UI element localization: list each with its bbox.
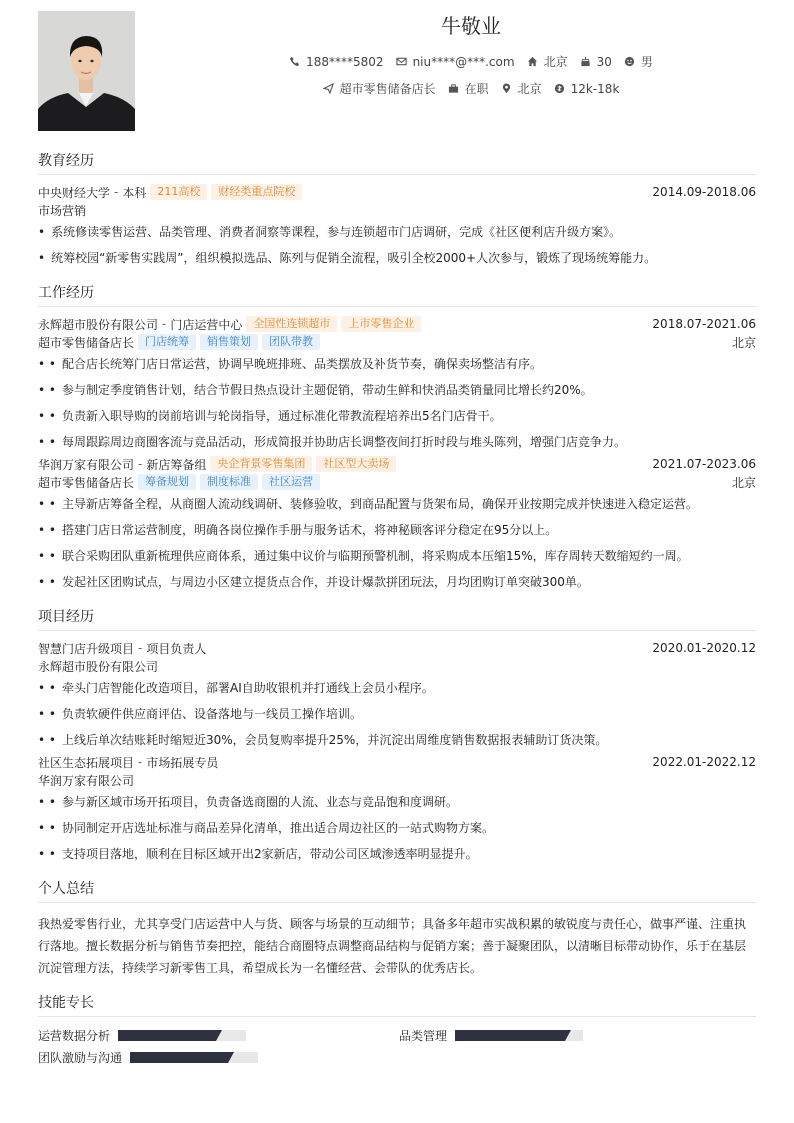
position: 超市零售储备店长 bbox=[38, 335, 135, 350]
projects-section bbox=[38, 606, 756, 867]
email-item bbox=[396, 55, 515, 69]
date-range: 2021.07-2023.06 bbox=[652, 457, 756, 471]
money-icon bbox=[554, 83, 565, 94]
skills-grid bbox=[38, 1027, 756, 1065]
skills-section bbox=[38, 992, 756, 1065]
skill-tag: 制度标准 bbox=[200, 474, 258, 490]
section-title: 技能专长 bbox=[38, 992, 756, 1017]
major: 市场营销 bbox=[38, 203, 87, 218]
salary-text: 12k-18k bbox=[570, 81, 620, 96]
salary-item bbox=[554, 82, 620, 96]
profile-photo bbox=[38, 11, 135, 131]
company-tag: 全国性连锁超市 bbox=[246, 316, 337, 332]
skill-item bbox=[38, 1027, 399, 1043]
location: 北京 bbox=[731, 335, 756, 350]
list-item: • 系统修读零售运营、品类管理、消费者洞察等课程，参与连锁超市门店调研，完成《社区便利店升级方案》。 bbox=[38, 225, 622, 239]
date-range: 2018.07-2021.06 bbox=[652, 317, 756, 331]
list-item: • • 上线后单次结账耗时缩短近30%，会员复购率提升25%，并沉淀出周维度销售数据报表辅助订货决策。 bbox=[38, 733, 608, 747]
department: 门店运营中心 bbox=[170, 317, 243, 332]
list-item: • • 配合店长统筹门店日常运营，协调早晚班排班、品类摆放及补货节奏，确保卖场整洁有序。 bbox=[38, 357, 542, 371]
skill-level-bar bbox=[118, 1030, 246, 1041]
list-item: • 统筹校园“新零售实践周”，组织模拟选品、陈列与促销全流程，吸引全校2000+人次参与，锻炼了现场统筹能力。 bbox=[38, 251, 657, 265]
education-section bbox=[38, 150, 756, 271]
list-item: • • 联合采购团队重新梳理供应商体系，通过集中议价与临期预警机制，将采购成本压缩15%，库存周转天数缩短约一周。 bbox=[38, 549, 689, 563]
company-tag: 上市零售企业 bbox=[341, 316, 421, 332]
smile-icon bbox=[624, 56, 635, 67]
phone-icon bbox=[289, 56, 300, 67]
date-range: 2022.01-2022.12 bbox=[652, 755, 756, 769]
target-position-text: 超市零售储备店长 bbox=[339, 82, 436, 96]
status-item bbox=[448, 80, 489, 97]
company-tag: 央企背景零售集团 bbox=[210, 456, 312, 472]
candidate-name: 牛敬业 bbox=[441, 14, 501, 38]
skill-tag: 团队带教 bbox=[262, 334, 320, 350]
gender-item bbox=[624, 53, 653, 70]
list-item: • • 搭建门店日常运营制度，明确各岗位操作手册与服务话术，将神秘顾客评分稳定在95分以上。 bbox=[38, 523, 558, 537]
skill-level-bar bbox=[130, 1052, 258, 1063]
city-item bbox=[527, 53, 568, 70]
location: 北京 bbox=[731, 475, 756, 490]
list-item: • • 牵头门店智能化改造项目，部署AI自助收银机并打通线上会员小程序。 bbox=[38, 681, 434, 695]
skill-item bbox=[399, 1027, 756, 1043]
summary-section bbox=[38, 878, 756, 979]
target-position-item bbox=[323, 80, 436, 97]
position: 超市零售储备店长 bbox=[38, 475, 135, 490]
summary-text: 我热爱零售行业，尤其享受门店运营中人与货、顾客与场景的互动细节；具备多年超市实战积累的敏锐度与责任心，做事严谨、注重执行落地。擅长数据分析与销售节奏把控，能结合商圈特点调整商品结构与促销方案；善于凝聚团队，以清晰目标带动协作，乐于在基层沉淀管理方法，持续学习新零售工具，希望成长为一名懂经营、会带队的优秀店长。 bbox=[38, 917, 747, 975]
project-entry: 社区生态拓展项目 - 市场拓展专员 2022.01-2022.12 华润万家有限公司 • • 参与新区域市场开拓项目，负责备选商圈的人流、业态与竞品饱和度调研。 • • 协同制定开店选址标准与商品差异化清单，推出适合周边社区的一站式购物方案。 • • 支持项目落地，顺利在目标区域开出2家新店，带动公司区域渗透率明显提升。 bbox=[38, 753, 756, 867]
skill-name: 品类管理 bbox=[399, 1028, 448, 1043]
skill-tag: 销售策划 bbox=[200, 334, 258, 350]
email-text: niu****@***.com bbox=[412, 54, 515, 69]
school-tag: 财经类重点院校 bbox=[211, 184, 302, 200]
status-text: 在职 bbox=[464, 82, 489, 96]
gender-text: 男 bbox=[640, 55, 653, 69]
company-name: 华润万家有限公司 bbox=[38, 457, 135, 472]
skill-tag: 社区运营 bbox=[262, 474, 320, 490]
work-entry: 永辉超市股份有限公司 - 门店运营中心 全国性连锁超市 上市零售企业 2018.07-2021.06 超市零售储备店长 门店统筹 销售策划 团队带教 北京 • • 配合店长统筹门店日常运营，协调早晚班排班、品类摆放及补货节奏，确保卖场整洁有序。 • • 参与制定季度销售计划，结合节假日热点设计主题促销，带动生鲜和快消品类销量同比增长约20%。 • • 负责新入职导购的岗前培训与轮岗指导，通过标准化带教流程培养出5名门店骨干。 • • 每周跟踪周边商圈客流与竞品活动，形成简报并协助店长调整夜间打折时段与堆头陈列，增强门店竞争力。 bbox=[38, 315, 756, 455]
project-role: 市场拓展专员 bbox=[146, 755, 219, 770]
section-title: 工作经历 bbox=[38, 282, 756, 307]
project-role: 项目负责人 bbox=[146, 641, 207, 656]
company-tag: 社区型大卖场 bbox=[316, 456, 396, 472]
mail-icon bbox=[396, 56, 407, 67]
send-icon bbox=[323, 83, 334, 94]
work-entry: 华润万家有限公司 - 新店筹备组 央企背景零售集团 社区型大卖场 2021.07-2023.06 超市零售储备店长 筹备规划 制度标准 社区运营 北京 • • 主导新店筹备全程，从商圈人流动线调研、装修验收，到商品配置与货架布局，确保开业按期完成并快速进入稳定运营。 • • 搭建门店日常运营制度，明确各岗位操作手册与服务话术，将神秘顾客评分稳定在95分以上。 • • 联合采购团队重新梳理供应商体系，通过集中议价与临期预警机制，将采购成本压缩15%，库存周转天数缩短约一周。 • • 发起社区团购试点，与周边小区建立提货点合作，并设计爆款拼团玩法，月均团购订单突破300单。 bbox=[38, 455, 756, 595]
phone-item bbox=[289, 55, 383, 69]
skill-item bbox=[38, 1049, 399, 1065]
school-tag: 211高校 bbox=[150, 184, 207, 200]
education-entry: 中央财经大学 - 本科 211高校 财经类重点院校 2014.09-2018.06 市场营销 • 系统修读零售运营、品类管理、消费者洞察等课程，参与连锁超市门店调研，完成《社区便利店升级方案》。 • 统筹校园“新零售实践周”，组织模拟选品、陈列与促销全流程，吸引全校2000+人次参与，锻炼了现场统筹能力。 bbox=[38, 183, 756, 271]
section-title: 教育经历 bbox=[38, 150, 756, 175]
section-title: 个人总结 bbox=[38, 878, 756, 903]
school-name: 中央财经大学 bbox=[38, 185, 111, 200]
degree: 本科 bbox=[122, 185, 147, 200]
section-title: 项目经历 bbox=[38, 606, 756, 631]
phone-text: 188****5802 bbox=[306, 54, 384, 69]
briefcase-icon bbox=[448, 83, 459, 94]
company-name: 永辉超市股份有限公司 bbox=[38, 317, 159, 332]
skill-name: 运营数据分析 bbox=[38, 1028, 111, 1043]
list-item: • • 参与新区域市场开拓项目，负责备选商圈的人流、业态与竞品饱和度调研。 bbox=[38, 795, 458, 809]
skill-level-bar bbox=[455, 1030, 583, 1041]
cake-icon bbox=[580, 56, 591, 67]
age-text: 30 bbox=[596, 54, 612, 69]
work-section bbox=[38, 282, 756, 595]
location-icon bbox=[501, 83, 512, 94]
date-range: 2014.09-2018.06 bbox=[652, 185, 756, 199]
home-icon bbox=[527, 56, 538, 67]
project-org: 永辉超市股份有限公司 bbox=[38, 659, 159, 674]
list-item: • • 参与制定季度销售计划，结合节假日热点设计主题促销，带动生鲜和快消品类销量同比增长约20%。 bbox=[38, 383, 593, 397]
list-item: • • 主导新店筹备全程，从商圈人流动线调研、装修验收，到商品配置与货架布局，确保开业按期完成并快速进入稳定运营。 bbox=[38, 497, 698, 511]
skill-name: 团队激励与沟通 bbox=[38, 1050, 123, 1065]
target-city-item bbox=[501, 80, 542, 97]
list-item: • • 负责软硬件供应商评估、设备落地与一线员工操作培训。 bbox=[38, 707, 362, 721]
contact-row bbox=[135, 53, 794, 70]
age-item bbox=[580, 55, 612, 69]
skill-tag: 门店统筹 bbox=[138, 334, 196, 350]
project-org: 华润万家有限公司 bbox=[38, 773, 135, 788]
date-range: 2020.01-2020.12 bbox=[652, 641, 756, 655]
list-item: • • 支持项目落地，顺利在目标区域开出2家新店，带动公司区域渗透率明显提升。 bbox=[38, 847, 478, 861]
project-entry: 智慧门店升级项目 - 项目负责人 2020.01-2020.12 永辉超市股份有限公司 • • 牵头门店智能化改造项目，部署AI自助收银机并打通线上会员小程序。 • • 负责软硬件供应商评估、设备落地与一线员工操作培训。 • • 上线后单次结账耗时缩短近30%，会员复购率提升25%，并沉淀出周维度销售数据报表辅助订货决策。 bbox=[38, 639, 756, 753]
list-item: • • 每周跟踪周边商圈客流与竞品活动，形成简报并协助店长调整夜间打折时段与堆头陈列，增强门店竞争力。 bbox=[38, 435, 626, 449]
target-city-text: 北京 bbox=[517, 82, 542, 96]
project-name: 智慧门店升级项目 bbox=[38, 641, 135, 656]
skill-tag: 筹备规划 bbox=[138, 474, 196, 490]
department: 新店筹备组 bbox=[146, 457, 207, 472]
list-item: • • 发起社区团购试点，与周边小区建立提货点合作，并设计爆款拼团玩法，月均团购订单突破300单。 bbox=[38, 575, 589, 589]
job-intent-row bbox=[135, 80, 794, 97]
list-item: • • 协同制定开店选址标准与商品差异化清单，推出适合周边社区的一站式购物方案。 bbox=[38, 821, 494, 835]
city-text: 北京 bbox=[543, 55, 568, 69]
project-name: 社区生态拓展项目 bbox=[38, 755, 135, 770]
list-item: • • 负责新入职导购的岗前培训与轮岗指导，通过标准化带教流程培养出5名门店骨干。 bbox=[38, 409, 502, 423]
